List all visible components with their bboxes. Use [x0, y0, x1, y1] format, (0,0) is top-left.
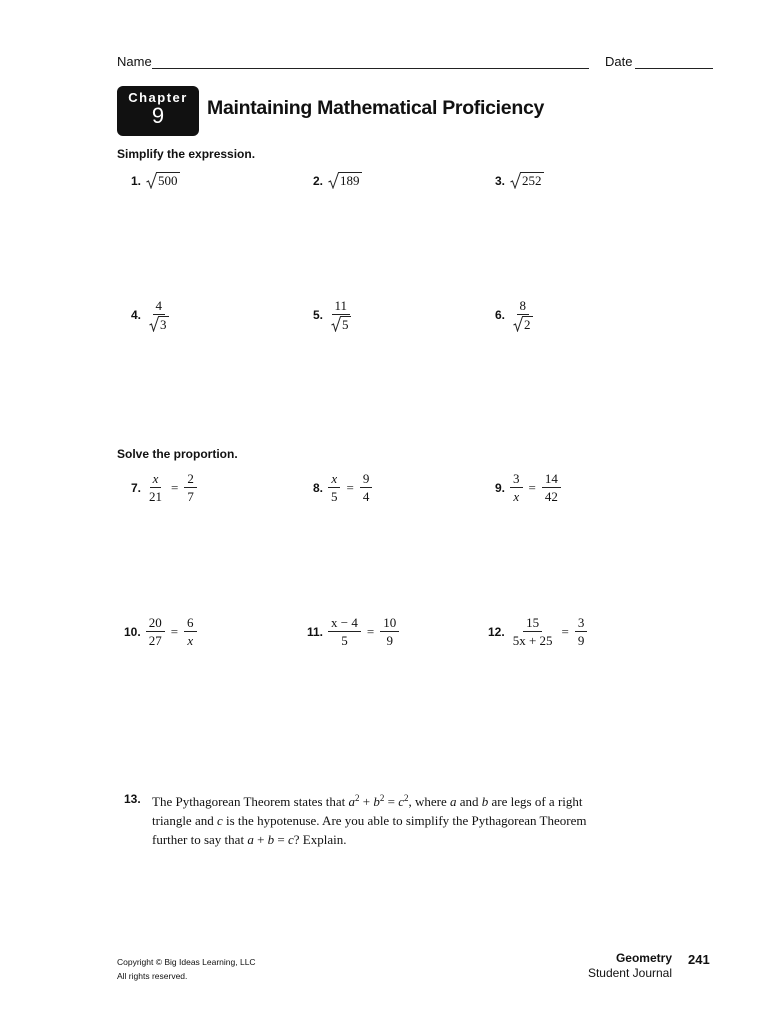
problem-number: 10.: [124, 624, 141, 639]
problem-number: 3.: [495, 173, 506, 188]
radical-sign-icon: [149, 316, 159, 332]
var-c: c: [288, 832, 294, 847]
exponent: 2: [355, 793, 360, 803]
radical-sign-icon: [328, 172, 339, 189]
radical: [510, 172, 544, 189]
denominator: 42: [544, 489, 558, 504]
left-fraction: [510, 471, 523, 504]
q13-text-5: is the hypotenuse. Are you able to simplify the Pythagorean Theorem further to say that: [152, 813, 587, 847]
problem-8: [313, 471, 372, 504]
radicand: 252: [522, 173, 542, 188]
numerator: 15: [523, 615, 542, 632]
var-b: b: [267, 832, 275, 847]
left-fraction: [146, 615, 165, 648]
date-line[interactable]: [635, 54, 713, 69]
denominator: 21: [149, 489, 163, 504]
numerator: 9: [360, 471, 373, 488]
fraction: [146, 298, 172, 332]
equals-sign: =: [277, 832, 285, 847]
exponent: 2: [403, 793, 409, 803]
book-title: Geometry: [615, 951, 672, 965]
denominator: 4: [362, 489, 370, 504]
proportion-instruction: Solve the proportion.: [117, 447, 238, 461]
problem-number: 1.: [131, 173, 142, 188]
left-fraction: [328, 471, 341, 504]
problem-number: 9.: [495, 480, 506, 495]
fraction: [328, 298, 354, 332]
problem-7: [131, 471, 197, 504]
problem-6: [495, 298, 536, 332]
right-fraction: [575, 615, 588, 648]
right-fraction: [184, 615, 197, 648]
problem-number: 11.: [307, 624, 324, 639]
numerator: 6: [184, 615, 197, 632]
name-field: [117, 54, 589, 69]
denominator-radical: [146, 315, 172, 332]
name-line[interactable]: [152, 54, 589, 69]
denominator: 5x + 25: [512, 633, 553, 648]
chapter-word: Chapter: [128, 90, 188, 105]
denominator: 5: [331, 489, 338, 504]
simplify-instruction: Simplify the expression.: [117, 147, 256, 161]
equals-sign: =: [387, 794, 395, 809]
q13-text-3: and: [456, 794, 482, 809]
problem-9: [495, 471, 561, 504]
denominator-radical: [328, 315, 354, 332]
q13-text-6: ? Explain.: [293, 832, 347, 847]
fraction: [510, 298, 536, 332]
problem-number: 4.: [131, 308, 142, 322]
radical-sign-icon: [510, 172, 521, 189]
radicand: 189: [340, 173, 360, 188]
rights-line: All rights reserved.: [117, 971, 188, 981]
radicand: 2: [524, 317, 531, 332]
denominator: x: [187, 633, 194, 648]
radicand: 3: [160, 317, 167, 332]
problem-12: [488, 615, 587, 648]
denominator: x: [513, 489, 520, 504]
problem-11: [307, 615, 399, 648]
denominator: 5: [341, 633, 348, 648]
book-subtitle: Student Journal: [587, 966, 672, 980]
problem-4: [131, 298, 172, 332]
denominator: 9: [386, 633, 393, 648]
q13-text-2: , where: [408, 794, 450, 809]
page-number: 241: [688, 952, 710, 967]
problem-3: [495, 172, 544, 189]
equals-sign: =: [528, 479, 536, 495]
date-field: [605, 54, 713, 69]
var-a: a: [247, 832, 254, 847]
left-fraction: [328, 615, 361, 648]
copyright-line: Copyright © Big Ideas Learning, LLC: [117, 957, 256, 967]
chapter-badge: [117, 86, 199, 136]
numerator: 14: [542, 471, 561, 488]
numerator: 4: [153, 298, 166, 315]
radical: [146, 172, 180, 189]
var-b: b: [373, 794, 380, 809]
radical: [328, 172, 362, 189]
exponent: 2: [379, 793, 385, 803]
numerator: x: [150, 471, 162, 488]
radical-sign-icon: [513, 316, 523, 332]
numerator: 8: [517, 298, 530, 315]
problem-number: 5.: [313, 308, 324, 322]
q13-text-1: The Pythagorean Theorem states that: [152, 794, 349, 809]
problem-1: [131, 172, 180, 189]
equals-sign: =: [366, 623, 375, 639]
denominator: 9: [577, 633, 585, 648]
equals-sign: =: [171, 479, 179, 495]
plus-sign: +: [257, 832, 265, 847]
numerator: 2: [184, 471, 197, 488]
book-info: [560, 951, 672, 981]
radicand: 500: [158, 173, 178, 188]
chapter-number: 9: [151, 103, 165, 128]
right-fraction: [542, 471, 561, 504]
left-fraction: [146, 471, 165, 504]
right-fraction: [360, 471, 373, 504]
date-label: Date: [605, 54, 633, 69]
var-c: c: [216, 813, 223, 828]
problem-number: 8.: [313, 480, 324, 495]
equals-sign: =: [561, 623, 569, 639]
right-fraction: [184, 471, 197, 504]
name-label: Name: [117, 54, 152, 69]
radical-sign-icon: [331, 316, 341, 332]
denominator: 7: [187, 489, 194, 504]
problem-2: [313, 172, 362, 189]
numerator: 3: [510, 471, 523, 488]
denominator-radical: [510, 315, 536, 332]
radicand: 5: [342, 317, 349, 332]
q13-text-4: are legs of a right triangle and: [152, 794, 583, 828]
problem-10: [124, 615, 197, 648]
right-fraction: [380, 615, 399, 648]
var-a: a: [450, 794, 457, 809]
numerator: 3: [575, 615, 588, 632]
var-c: c: [398, 794, 404, 809]
problem-number: 6.: [495, 308, 506, 322]
radical-sign-icon: [146, 172, 157, 189]
numerator: x − 4: [328, 615, 361, 632]
numerator: 20: [146, 615, 165, 632]
problem-number: 2.: [313, 173, 324, 188]
denominator: 27: [148, 633, 162, 648]
problem-number: 7.: [131, 480, 142, 495]
numerator: 10: [380, 615, 399, 632]
problem-5: [313, 298, 354, 332]
problem-13-number: 13.: [124, 792, 141, 806]
copyright: [117, 955, 256, 983]
left-fraction: [510, 615, 556, 648]
plus-sign: +: [362, 794, 371, 809]
equals-sign: =: [170, 623, 179, 639]
numerator: 11: [332, 298, 351, 315]
var-b: b: [481, 794, 489, 809]
page-title: Maintaining Mathematical Proficiency: [207, 97, 545, 119]
equals-sign: =: [346, 479, 354, 495]
numerator: x: [328, 471, 340, 488]
var-a: a: [348, 794, 356, 809]
problem-13-text: [152, 789, 612, 849]
problem-number: 12.: [488, 624, 505, 639]
